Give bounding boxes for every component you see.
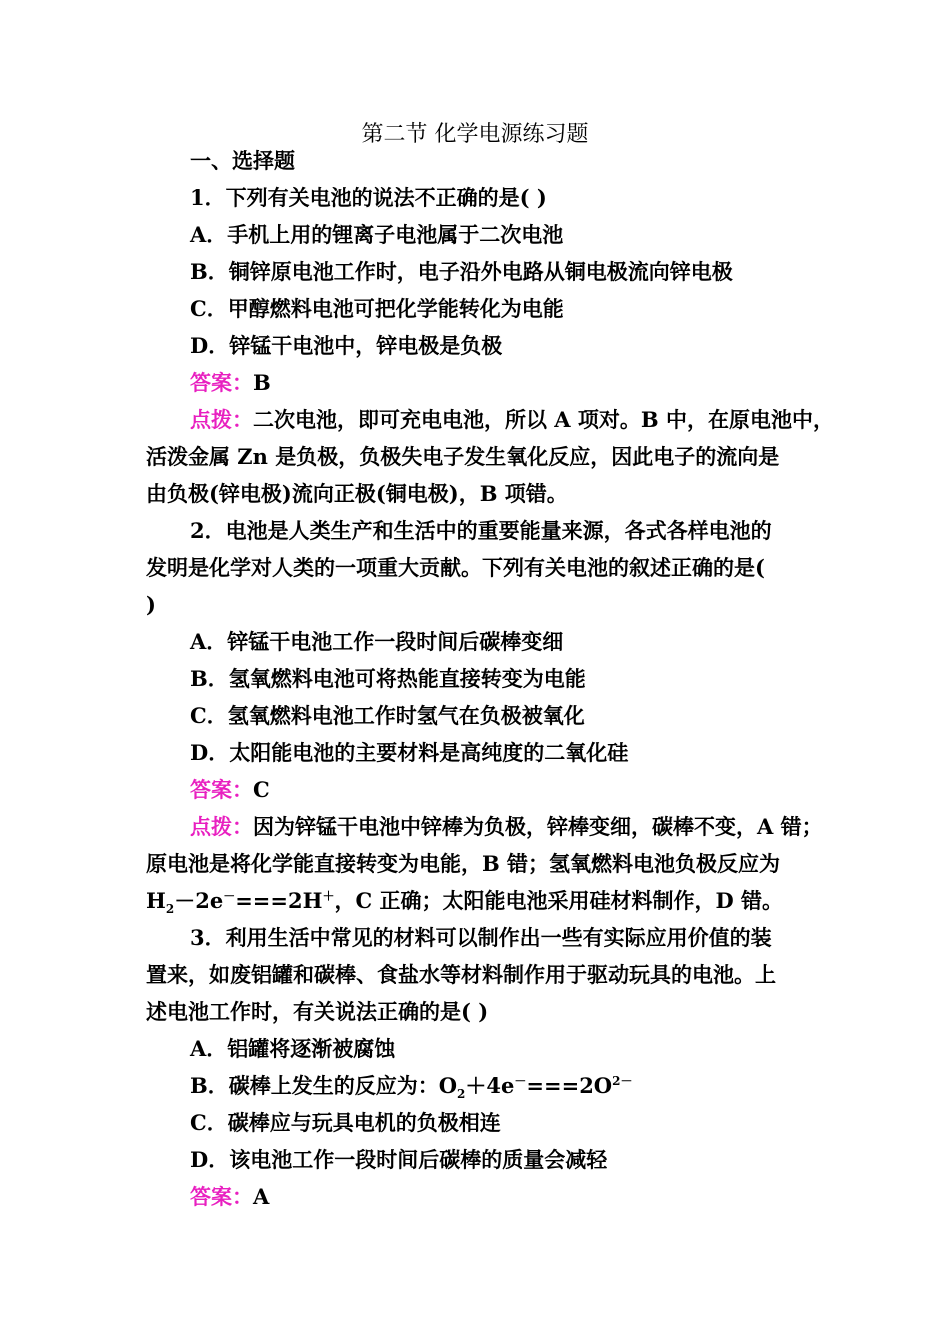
o-superscript: 2－: [612, 1074, 633, 1088]
question-1-option-c: C．甲醇燃料电池可把化学能转化为电能: [190, 296, 564, 321]
question-3-stem-line-1: 3．利用生活中常见的材料可以制作出一些有实际应用价值的装: [190, 925, 772, 950]
question-1-stem: 1．下列有关电池的说法不正确的是( ): [190, 185, 547, 210]
answer-label: 答案：: [190, 777, 253, 802]
section-heading: 一、选择题: [190, 148, 295, 173]
question-2-hint-line-1: [190, 812, 823, 842]
option-b-prefix: B．碳棒上发生的反应为：O: [190, 1073, 458, 1098]
answer-value: A: [253, 1184, 270, 1209]
eq-rest: ，C 正确；太阳能电池采用硅材料制作，D 错。: [334, 888, 784, 913]
hint-label: 点拨：: [190, 407, 253, 432]
eq-minus-2e: －2e: [174, 888, 224, 913]
answer-label: 答案：: [190, 1184, 253, 1209]
question-1-answer: [190, 368, 271, 398]
question-2-option-c: C．氢氧燃料电池工作时氢气在负极被氧化: [190, 703, 585, 728]
question-1-hint-line-2: 活泼金属 Zn 是负极，负极失电子发生氧化反应，因此电子的流向是: [146, 444, 780, 469]
question-3-option-c: C．碳棒应与玩具电机的负极相连: [190, 1110, 501, 1135]
question-1-option-d: D．锌锰干电池中，锌电极是负极: [190, 333, 503, 358]
hint-text: 因为锌锰干电池中锌棒为负极，锌棒变细，碳棒不变，A 错；: [253, 814, 823, 839]
question-2-stem-line-3: ): [146, 592, 156, 617]
question-3-answer: [190, 1182, 269, 1212]
answer-label: 答案：: [190, 370, 253, 395]
question-1-hint-line-1: [190, 405, 834, 435]
question-2-option-d: D．太阳能电池的主要材料是高纯度的二氧化硅: [190, 740, 629, 765]
eq-h: H: [146, 888, 166, 913]
question-2-answer: [190, 775, 270, 805]
question-3-stem-line-3: 述电池工作时，有关说法正确的是( ): [146, 999, 489, 1024]
eq-h-subscript: 2: [165, 902, 175, 917]
answer-value: C: [253, 777, 270, 802]
e-superscript: －: [514, 1074, 527, 1088]
question-2-hint-equation-line: [146, 886, 783, 916]
question-1-hint-line-3: 由负极(锌电极)流向正极(铜电极)，B 项错。: [146, 481, 568, 506]
question-3-stem-line-2: 置来，如废铝罐和碳棒、食盐水等材料制作用于驱动玩具的电池。上: [146, 962, 776, 987]
eq-product: ===2H: [235, 888, 323, 913]
question-3-option-b: [190, 1071, 632, 1101]
answer-value: B: [253, 370, 271, 395]
option-b-mid: ＋4e: [465, 1073, 515, 1098]
option-b-product: ===2O: [526, 1073, 613, 1098]
question-2-stem-line-2: 发明是化学对人类的一项重大贡献。下列有关电池的叙述正确的是(: [146, 555, 765, 580]
question-2-hint-line-2: 原电池是将化学能直接转变为电能，B 错；氢氧燃料电池负极反应为: [146, 851, 781, 876]
question-1-option-a: A．手机上用的锂离子电池属于二次电池: [190, 222, 564, 247]
question-3-option-a: A．铝罐将逐渐被腐蚀: [190, 1036, 396, 1061]
o-subscript: 2: [457, 1087, 466, 1102]
eq-h-superscript: ＋: [322, 889, 335, 903]
question-3-option-d: D．该电池工作一段时间后碳棒的质量会减轻: [190, 1147, 608, 1172]
eq-e-superscript: －: [223, 889, 236, 903]
page-title: 第二节 化学电源练习题: [361, 122, 589, 147]
hint-label: 点拨：: [190, 814, 253, 839]
question-1-option-b: B．铜锌原电池工作时，电子沿外电路从铜电极流向锌电极: [190, 259, 733, 284]
hint-text: 二次电池，即可充电电池，所以 A 项对。B 中，在原电池中，: [253, 407, 834, 432]
question-2-option-a: A．锌锰干电池工作一段时间后碳棒变细: [190, 629, 564, 654]
question-2-option-b: B．氢氧燃料电池可将热能直接转变为电能: [190, 666, 586, 691]
question-2-stem-line-1: 2．电池是人类生产和生活中的重要能量来源，各式各样电池的: [190, 518, 772, 543]
